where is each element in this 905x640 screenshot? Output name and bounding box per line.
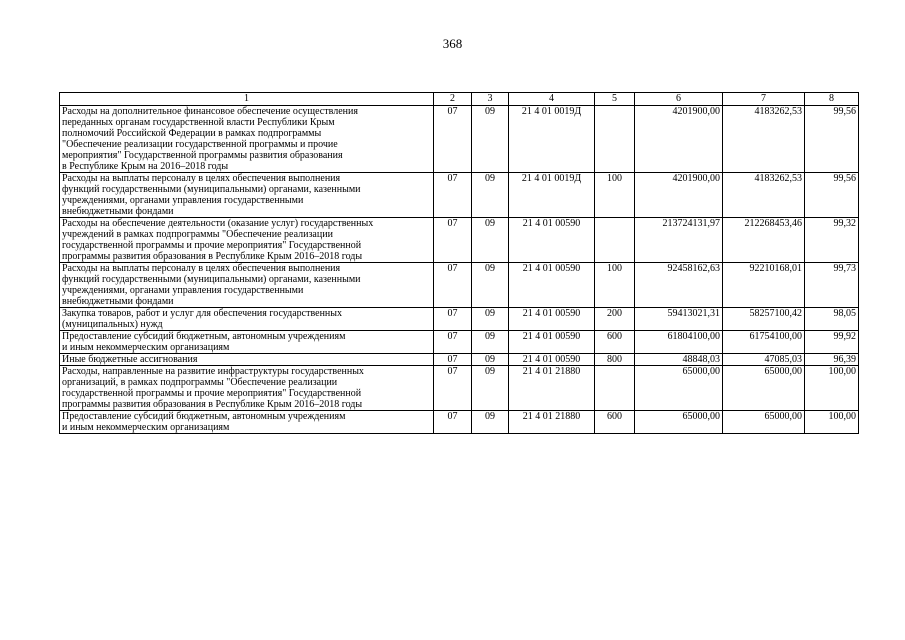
- table-row: [60, 106, 859, 173]
- description-line: функций государственными (муниципальными) органами, казенными: [62, 274, 361, 285]
- subsection-code: 09: [472, 218, 509, 263]
- description-line: учреждениями, органами управления государственными: [62, 195, 304, 206]
- execution-percent: 98,05: [805, 308, 859, 331]
- table-row: [60, 411, 859, 434]
- description-line: и иным некоммерческим организациям: [62, 342, 230, 353]
- expense-type-code: [595, 366, 635, 411]
- description-line: Предоставление субсидий бюджетным, автономным учреждениям: [62, 331, 346, 342]
- row-description: [60, 218, 434, 263]
- row-description: [60, 411, 434, 434]
- target-article-code: 21 4 01 00590: [509, 308, 595, 331]
- description-line: учреждений в рамках подпрограммы "Обеспечение реализации: [62, 229, 333, 240]
- execution-percent: 99,32: [805, 218, 859, 263]
- subsection-code: 09: [472, 308, 509, 331]
- execution-percent: 100,00: [805, 366, 859, 411]
- description-line: Расходы на дополнительное финансовое обеспечение осуществления: [62, 106, 358, 117]
- description-line: Расходы на выплаты персоналу в целях обеспечения выполнения: [62, 263, 341, 274]
- column-header: 8: [805, 93, 859, 106]
- budget-table: [59, 92, 859, 434]
- target-article-code: 21 4 01 21880: [509, 366, 595, 411]
- table-row: [60, 173, 859, 218]
- description-line: программы развития образования в Республике Крым 2016–2018 годы: [62, 251, 363, 262]
- row-description: [60, 106, 434, 173]
- planned-amount: 65000,00: [635, 411, 723, 434]
- header-row: [60, 93, 859, 106]
- description-line: внебюджетными фондами: [62, 206, 174, 217]
- executed-amount: 65000,00: [723, 366, 805, 411]
- row-description: [60, 366, 434, 411]
- target-article-code: 21 4 01 0019Д: [509, 106, 595, 173]
- target-article-code: 21 4 01 00590: [509, 218, 595, 263]
- description-line: организаций, в рамках подпрограммы "Обеспечение реализации: [62, 377, 338, 388]
- planned-amount: 92458162,63: [635, 263, 723, 308]
- column-header: 1: [60, 93, 434, 106]
- executed-amount: 65000,00: [723, 411, 805, 434]
- target-article-code: 21 4 01 00590: [509, 263, 595, 308]
- executed-amount: 61754100,00: [723, 331, 805, 354]
- column-header: 4: [509, 93, 595, 106]
- execution-percent: 99,92: [805, 331, 859, 354]
- row-description: [60, 263, 434, 308]
- execution-percent: 96,39: [805, 354, 859, 366]
- description-line: (муниципальных) нужд: [62, 319, 163, 330]
- executed-amount: 47085,03: [723, 354, 805, 366]
- executed-amount: 4183262,53: [723, 106, 805, 173]
- executed-amount: 92210168,01: [723, 263, 805, 308]
- description-line: функций государственными (муниципальными) органами, казенными: [62, 184, 361, 195]
- expense-type-code: 100: [595, 263, 635, 308]
- row-description: [60, 173, 434, 218]
- execution-percent: 99,56: [805, 173, 859, 218]
- column-header: 5: [595, 93, 635, 106]
- description-line: полномочий Российской Федерации в рамках подпрограммы: [62, 128, 322, 139]
- column-header: 2: [434, 93, 472, 106]
- description-line: программы развития образования в Республике Крым 2016–2018 годы: [62, 399, 363, 410]
- description-line: Расходы, направленные на развитие инфраструктуры государственных: [62, 366, 364, 377]
- subsection-code: 09: [472, 263, 509, 308]
- expense-type-code: 600: [595, 331, 635, 354]
- planned-amount: 4201900,00: [635, 106, 723, 173]
- planned-amount: 61804100,00: [635, 331, 723, 354]
- target-article-code: 21 4 01 00590: [509, 331, 595, 354]
- expense-type-code: 800: [595, 354, 635, 366]
- table-row: [60, 218, 859, 263]
- page-number: 368: [442, 36, 463, 51]
- section-code: 07: [434, 411, 472, 434]
- subsection-code: 09: [472, 366, 509, 411]
- planned-amount: 48848,03: [635, 354, 723, 366]
- executed-amount: 212268453,46: [723, 218, 805, 263]
- section-code: 07: [434, 331, 472, 354]
- subsection-code: 09: [472, 173, 509, 218]
- executed-amount: 58257100,42: [723, 308, 805, 331]
- table-row: [60, 354, 859, 366]
- expense-type-code: 100: [595, 173, 635, 218]
- section-code: 07: [434, 354, 472, 366]
- description-line: переданных органам государственной власти Республики Крым: [62, 117, 335, 128]
- subsection-code: 09: [472, 354, 509, 366]
- planned-amount: 4201900,00: [635, 173, 723, 218]
- section-code: 07: [434, 308, 472, 331]
- execution-percent: 99,56: [805, 106, 859, 173]
- description-line: государственной программы и прочие мероприятия" Государственной: [62, 240, 362, 251]
- subsection-code: 09: [472, 106, 509, 173]
- target-article-code: 21 4 01 00590: [509, 354, 595, 366]
- description-line: Расходы на выплаты персоналу в целях обеспечения выполнения: [62, 173, 341, 184]
- description-line: учреждениями, органами управления государственными: [62, 285, 304, 296]
- section-code: 07: [434, 106, 472, 173]
- section-code: 07: [434, 366, 472, 411]
- expense-type-code: 200: [595, 308, 635, 331]
- subsection-code: 09: [472, 411, 509, 434]
- subsection-code: 09: [472, 331, 509, 354]
- row-description: [60, 354, 434, 366]
- description-line: внебюджетными фондами: [62, 296, 174, 307]
- table-row: [60, 366, 859, 411]
- execution-percent: 99,73: [805, 263, 859, 308]
- expense-type-code: [595, 106, 635, 173]
- description-line: и иным некоммерческим организациям: [62, 422, 230, 433]
- description-line: Предоставление субсидий бюджетным, автономным учреждениям: [62, 411, 346, 422]
- expense-type-code: 600: [595, 411, 635, 434]
- description-line: Закупка товаров, работ и услуг для обеспечения государственных: [62, 308, 343, 319]
- column-header: 7: [723, 93, 805, 106]
- description-line: Иные бюджетные ассигнования: [62, 354, 198, 365]
- section-code: 07: [434, 263, 472, 308]
- description-line: мероприятия" Государственной программы развития образования: [62, 150, 343, 161]
- description-line: государственной программы и прочие мероприятия" Государственной: [62, 388, 362, 399]
- row-description: [60, 308, 434, 331]
- planned-amount: 65000,00: [635, 366, 723, 411]
- target-article-code: 21 4 01 21880: [509, 411, 595, 434]
- section-code: 07: [434, 218, 472, 263]
- table-row: [60, 308, 859, 331]
- executed-amount: 4183262,53: [723, 173, 805, 218]
- expense-type-code: [595, 218, 635, 263]
- description-line: Расходы на обеспечение деятельности (оказание услуг) государственных: [62, 218, 374, 229]
- column-header: 3: [472, 93, 509, 106]
- execution-percent: 100,00: [805, 411, 859, 434]
- column-header: 6: [635, 93, 723, 106]
- target-article-code: 21 4 01 0019Д: [509, 173, 595, 218]
- table-row: [60, 263, 859, 308]
- description-line: "Обеспечение реализации государственной программы и прочие: [62, 139, 338, 150]
- row-description: [60, 331, 434, 354]
- planned-amount: 213724131,97: [635, 218, 723, 263]
- section-code: 07: [434, 173, 472, 218]
- planned-amount: 59413021,31: [635, 308, 723, 331]
- table-row: [60, 331, 859, 354]
- description-line: в Республике Крым на 2016–2018 годы: [62, 161, 229, 172]
